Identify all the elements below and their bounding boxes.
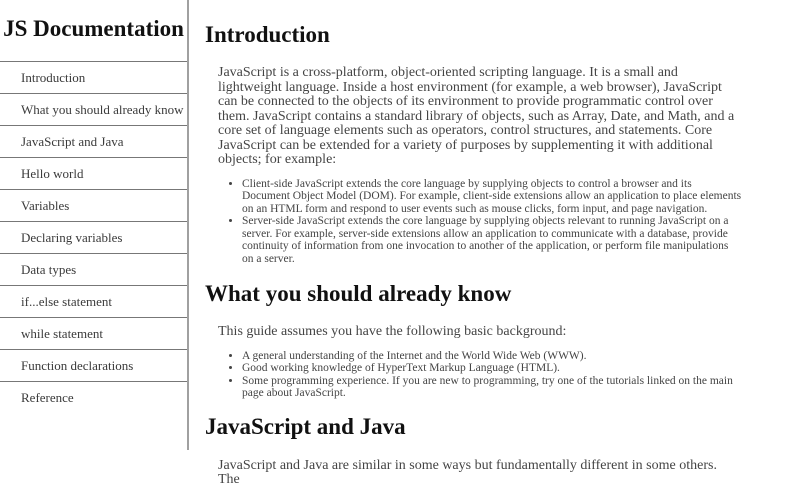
section-list bbox=[205, 178, 742, 266]
section-javascript-and-java bbox=[205, 414, 765, 488]
list-item: • Good working knowledge of HyperText Markup Language (HTML). bbox=[242, 362, 742, 375]
section-heading: Introduction bbox=[205, 22, 330, 47]
nav-link-variables[interactable]: Variables bbox=[0, 189, 187, 221]
nav-link-reference[interactable]: Reference bbox=[0, 381, 187, 413]
nav-link-introduction[interactable]: Introduction bbox=[0, 61, 187, 93]
section-paragraph: This guide assumes you have the following basic background: bbox=[218, 324, 567, 339]
nav-link-function-declarations[interactable]: Function declarations bbox=[0, 349, 187, 381]
section-list bbox=[205, 350, 742, 400]
nav-link-if-else-statement[interactable]: if...else statement bbox=[0, 285, 187, 317]
list-item: • Some programming experience. If you are new to programming, try one of the tutorials linked on the main page about JavaScript. bbox=[242, 375, 742, 400]
section-paragraph: JavaScript is a cross-platform, object-oriented scripting language. It is a small and lightweight language. Inside a host environment (for example, a web browser), JavaScript can be connected to the objects of its environment to provide programmatic control over them. JavaScript contains a standard library of objects, such as Array, Date, and Math, and a core set of language elements such as operators, control structures, and statements. Core JavaScript can be extended for a variety of purposes by supplementing it with additional objects; for example: bbox=[218, 65, 735, 167]
nav-title: JS Documentation bbox=[3, 16, 184, 41]
section-introduction bbox=[205, 0, 765, 265]
section-paragraph: JavaScript and Java are similar in some ways but fundamentally different in some others. The bbox=[218, 457, 717, 487]
nav-link-hello-world[interactable]: Hello world bbox=[0, 157, 187, 189]
nav-link-while-statement[interactable]: while statement bbox=[0, 317, 187, 349]
section-heading: JavaScript and Java bbox=[205, 413, 406, 439]
nav-link-what-you-should-already-know[interactable]: What you should already know bbox=[0, 93, 187, 125]
section-heading: What you should already know bbox=[205, 281, 512, 306]
section-what-you-should-already-know bbox=[205, 281, 765, 400]
nav-link-declaring-variables[interactable]: Declaring variables bbox=[0, 221, 187, 253]
list-item: • Client-side JavaScript extends the core language by supplying objects to control a browser and its Document Object Model (DOM). For example, client-side extensions allow an application to place elements on an HTML form and respond to user events such as mouse clicks, form input, and page navigation. bbox=[242, 178, 742, 216]
list-item: • Server-side JavaScript extends the core language by supplying objects relevant to running JavaScript on a server. For example, server-side extensions allow an application to communicate with a database, provide continuity of information from one invocation to another of the application, or perform file manipulations on a server. bbox=[242, 215, 742, 265]
list-item: • A general understanding of the Internet and the World Wide Web (WWW). bbox=[242, 350, 742, 363]
nav-list bbox=[0, 61, 187, 413]
nav-link-data-types[interactable]: Data types bbox=[0, 253, 187, 285]
sidebar-nav bbox=[0, 0, 189, 450]
main-doc bbox=[205, 0, 765, 488]
nav-link-javascript-and-java[interactable]: JavaScript and Java bbox=[0, 125, 187, 157]
